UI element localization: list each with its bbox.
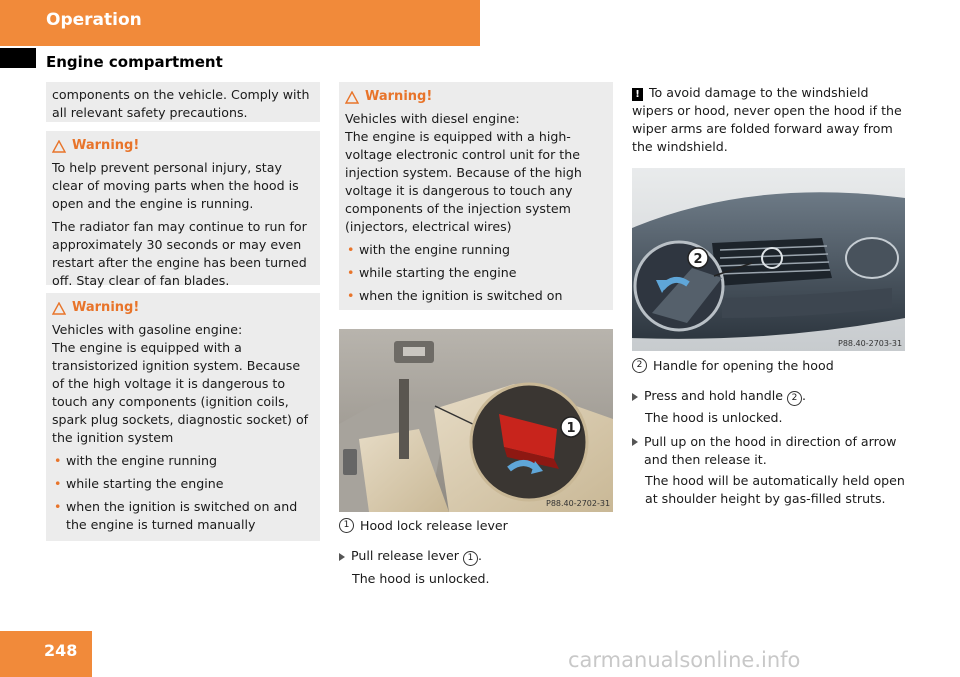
instruction-step [632, 433, 910, 469]
section-tab [0, 0, 480, 46]
intro-text: components on the vehicle. Comply with all relevant safety precautions. [52, 87, 310, 120]
step-arrow-icon [632, 393, 638, 401]
step-text: Press and hold handle [644, 388, 783, 403]
notice-paragraph [632, 84, 912, 156]
caption-text: Hood lock release lever [360, 518, 508, 533]
warning-paragraph: Vehicles with gasoline engine: [52, 322, 243, 337]
photo-caption [339, 518, 508, 533]
warning-paragraph: The radiator fan may continue to run for approximately 30 seconds or may even restart after the engine has been turned off. Stay clear of fan blades. [52, 219, 307, 288]
list-item: • with the engine running [345, 241, 607, 259]
caption-text: Handle for opening the hood [653, 358, 834, 373]
warning-triangle-icon [52, 302, 66, 315]
warning-title-text: Warning! [72, 300, 140, 315]
callout-ref: 2 [787, 391, 802, 406]
warning-triangle-icon [345, 91, 359, 104]
photo-code: P88.40-2702-31 [546, 499, 611, 508]
warning-paragraph: Vehicles with diesel engine: [345, 111, 520, 126]
photo-caption [632, 358, 834, 373]
hood-release-lever-photo [339, 329, 613, 512]
warning-title [52, 137, 314, 155]
step-text-end: . [801, 388, 806, 403]
instruction-step [632, 387, 806, 406]
notice-icon: ! [632, 88, 643, 101]
step-result: The hood is unlocked. [352, 571, 490, 586]
step-arrow-icon [339, 553, 345, 561]
warning-title [52, 299, 314, 317]
warning-title-text: Warning! [365, 89, 433, 104]
step-result: The hood will be automatically held open at shoulder height by gas-filled struts. [645, 473, 905, 506]
warning-triangle-icon [52, 140, 66, 153]
warning-box-fan [46, 131, 320, 288]
photo-code: P88.40-2703-31 [838, 339, 903, 348]
watermark: carmanualsonline.info [568, 648, 801, 672]
warning-bullet-list [52, 452, 314, 534]
warning-paragraph: To help prevent personal injury, stay clear of moving parts when the hood is open and the engine is running. [52, 160, 299, 211]
warning-title-text: Warning! [72, 138, 140, 153]
vehicle-front-illustration [632, 168, 905, 351]
intro-box [46, 82, 320, 122]
step-result: The hood is unlocked. [645, 410, 783, 425]
list-item: • while starting the engine [52, 475, 314, 493]
callout-ref: 1 [339, 518, 354, 533]
warning-paragraph: The engine is equipped with a transistorized ignition system. Because of the high voltage it is dangerous to touch any components (ignition coils, spark plug sockets, diagnostic socket) of the ignition system [52, 340, 309, 445]
footwell-illustration [339, 329, 613, 512]
page-number: 248 [44, 641, 78, 660]
callout-ref: 2 [632, 358, 647, 373]
list-item: • when the ignition is switched on and the engine is turned manually [52, 498, 314, 534]
list-item: • while starting the engine [345, 264, 607, 282]
hood-handle-photo [632, 168, 905, 351]
callout-number: 2 [693, 252, 703, 267]
warning-title [345, 88, 607, 106]
list-item: • with the engine running [52, 452, 314, 470]
warning-box-gasoline [46, 293, 320, 541]
step-text: Pull release lever [351, 548, 459, 563]
warning-bullet-list [345, 241, 607, 305]
warning-paragraph: The engine is equipped with a high-voltage electronic control unit for the injection system. Because of the high voltage it is dangerous to touch any components of the injection system (injectors, electrical wires) [345, 129, 582, 234]
page-title: Engine compartment [46, 53, 223, 71]
instruction-step [339, 547, 482, 566]
warning-box-diesel [339, 82, 613, 310]
step-text: Pull up on the hood in direction of arrow and then release it. [644, 434, 897, 467]
list-item: • when the ignition is switched on [345, 287, 607, 305]
notice-text: To avoid damage to the windshield wipers or hood, never open the hood if the wiper arms are folded forward away from the windshield. [632, 85, 902, 154]
step-arrow-icon [632, 438, 638, 446]
callout-ref: 1 [463, 551, 478, 566]
page-number-tab [0, 631, 92, 677]
header-marker [0, 48, 36, 68]
callout-number: 1 [566, 421, 576, 436]
section-title: Operation [46, 10, 142, 30]
step-text-end: . [477, 548, 482, 563]
